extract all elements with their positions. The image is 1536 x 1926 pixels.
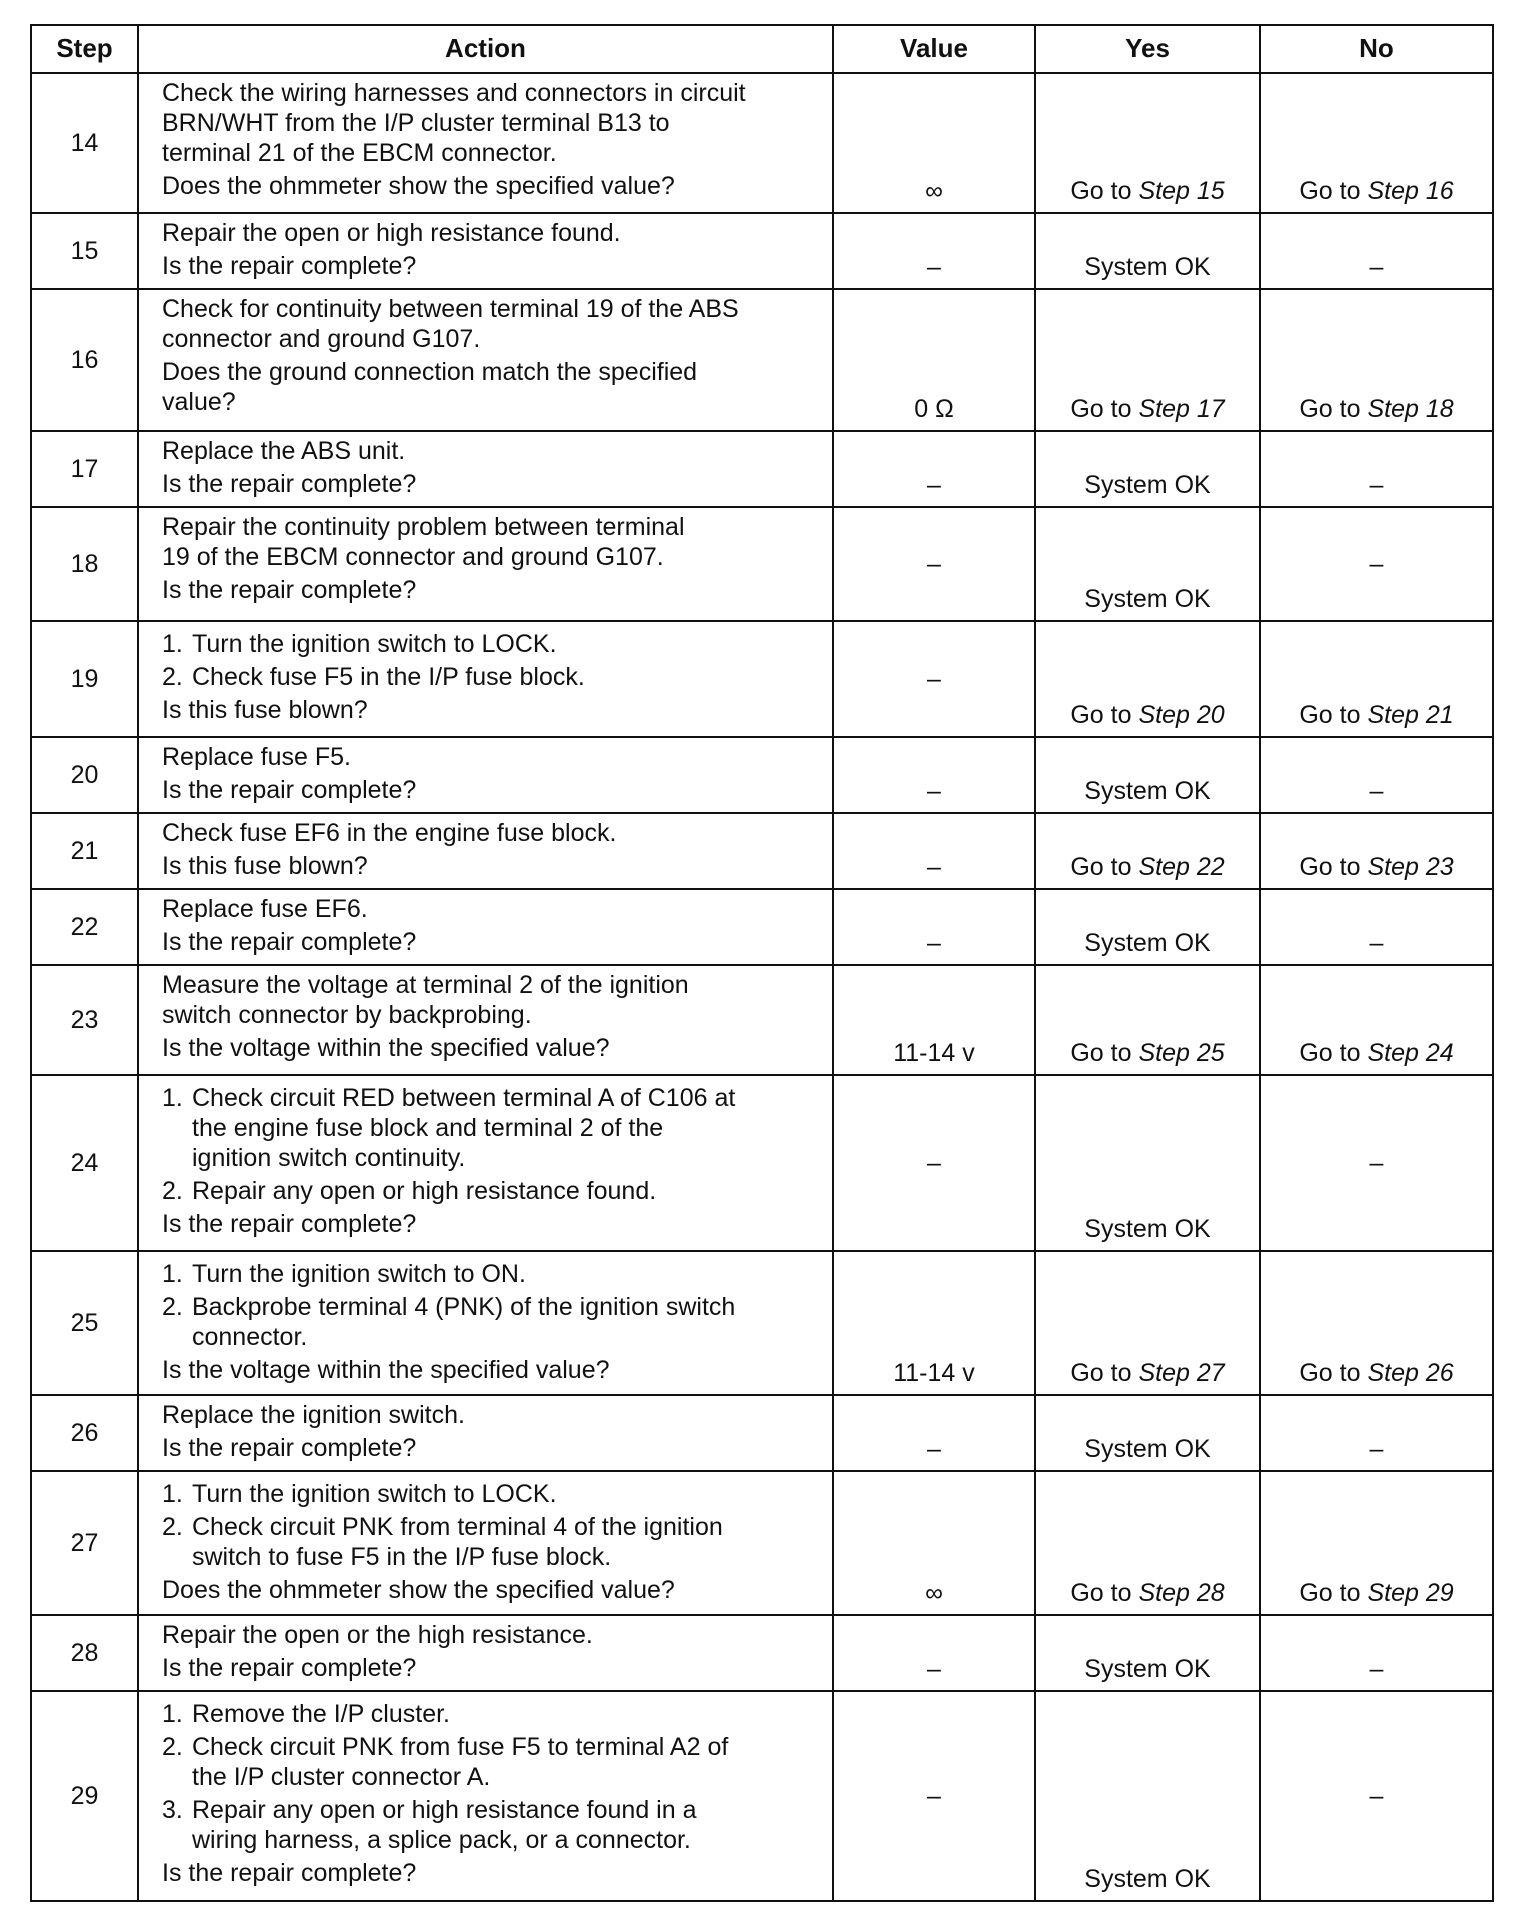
action-list-item bbox=[162, 1259, 822, 1289]
value-cell: 0 Ω bbox=[833, 289, 1035, 431]
list-text bbox=[192, 1732, 822, 1792]
action-list-item bbox=[162, 1699, 822, 1729]
yes-cell bbox=[1035, 965, 1260, 1075]
value-cell: – bbox=[833, 889, 1035, 965]
action-list-item bbox=[162, 1795, 822, 1855]
list-text-line: Check circuit PNK from fuse F5 to terminal A2 of bbox=[192, 1733, 729, 1761]
action-list-item bbox=[162, 1083, 822, 1173]
action-list-item bbox=[162, 1512, 822, 1572]
action-line: Check the wiring harnesses and connectors in circuit bbox=[162, 79, 746, 107]
action-line: Replace the ABS unit. bbox=[162, 437, 406, 465]
header-value: Value bbox=[833, 25, 1035, 73]
no-cell bbox=[1260, 289, 1493, 431]
action-question: Does the ohmmeter show the specified value? bbox=[162, 1576, 675, 1604]
yes-prefix: Go to bbox=[1070, 177, 1132, 205]
list-text-line: ignition switch continuity. bbox=[192, 1144, 466, 1172]
no-cell bbox=[1260, 1471, 1493, 1615]
yes-text: System OK bbox=[1084, 471, 1211, 499]
no-text: – bbox=[1369, 1149, 1384, 1177]
no-prefix: Go to bbox=[1299, 177, 1361, 205]
no-cell bbox=[1260, 1251, 1493, 1395]
table-row bbox=[31, 431, 1493, 507]
yes-cell bbox=[1035, 813, 1260, 889]
list-text-line: Check fuse F5 in the I/P fuse block. bbox=[192, 663, 585, 691]
action-question: Is the repair complete? bbox=[162, 470, 417, 498]
action-question: Is the repair complete? bbox=[162, 928, 417, 956]
list-number: 1. bbox=[162, 1084, 183, 1112]
table-row bbox=[31, 1471, 1493, 1615]
value-cell: – bbox=[833, 213, 1035, 289]
step-number: 26 bbox=[31, 1395, 138, 1471]
yes-text: System OK bbox=[1084, 1435, 1211, 1463]
table-row bbox=[31, 1395, 1493, 1471]
action-question: Is this fuse blown? bbox=[162, 852, 368, 880]
yes-text: System OK bbox=[1084, 585, 1211, 613]
list-text-line: Turn the ignition switch to LOCK. bbox=[192, 630, 557, 658]
no-cell bbox=[1260, 507, 1493, 621]
yes-step-ref: Step 22 bbox=[1138, 853, 1225, 881]
table-row bbox=[31, 813, 1493, 889]
yes-step-ref: Step 15 bbox=[1138, 177, 1225, 205]
step-number: 17 bbox=[31, 431, 138, 507]
table-row bbox=[31, 889, 1493, 965]
no-text: – bbox=[1369, 1655, 1384, 1683]
diagnostic-table bbox=[30, 24, 1494, 1902]
step-number: 22 bbox=[31, 889, 138, 965]
action-line: Check for continuity between terminal 19 of the ABS bbox=[162, 295, 739, 323]
action-cell bbox=[138, 507, 833, 621]
list-text-line: Repair any open or high resistance found. bbox=[192, 1177, 657, 1205]
no-cell bbox=[1260, 965, 1493, 1075]
no-prefix: Go to bbox=[1299, 1039, 1361, 1067]
yes-cell bbox=[1035, 889, 1260, 965]
action-line: connector and ground G107. bbox=[162, 325, 481, 353]
no-step-ref: Step 29 bbox=[1367, 1579, 1454, 1607]
no-step-ref: Step 18 bbox=[1367, 395, 1454, 423]
header-step: Step bbox=[31, 25, 138, 73]
header-yes: Yes bbox=[1035, 25, 1260, 73]
table-body bbox=[31, 73, 1493, 1901]
no-prefix: Go to bbox=[1299, 1579, 1361, 1607]
action-question: Is this fuse blown? bbox=[162, 696, 368, 724]
action-line: switch connector by backprobing. bbox=[162, 1001, 532, 1029]
value-cell: – bbox=[833, 1615, 1035, 1691]
no-cell bbox=[1260, 889, 1493, 965]
question-line: Does the ground connection match the specified bbox=[162, 358, 698, 386]
action-cell bbox=[138, 431, 833, 507]
no-cell bbox=[1260, 737, 1493, 813]
list-number: 2. bbox=[162, 663, 183, 691]
action-cell bbox=[138, 1075, 833, 1251]
action-line: Repair the open or high resistance found. bbox=[162, 219, 621, 247]
yes-text: System OK bbox=[1084, 253, 1211, 281]
step-number: 21 bbox=[31, 813, 138, 889]
yes-text: System OK bbox=[1084, 1865, 1211, 1893]
list-text bbox=[192, 1479, 822, 1509]
yes-cell bbox=[1035, 213, 1260, 289]
list-text bbox=[192, 1259, 822, 1289]
list-number: 1. bbox=[162, 630, 183, 658]
step-number: 18 bbox=[31, 507, 138, 621]
action-question: Does the ohmmeter show the specified value? bbox=[162, 172, 675, 200]
yes-step-ref: Step 20 bbox=[1138, 701, 1225, 729]
action-cell bbox=[138, 213, 833, 289]
value-cell: ∞ bbox=[833, 73, 1035, 213]
table-row bbox=[31, 1075, 1493, 1251]
action-cell bbox=[138, 965, 833, 1075]
yes-prefix: Go to bbox=[1070, 853, 1132, 881]
step-number: 29 bbox=[31, 1691, 138, 1901]
no-text: – bbox=[1369, 1435, 1384, 1463]
step-number: 15 bbox=[31, 213, 138, 289]
no-text: – bbox=[1369, 471, 1384, 499]
list-number: 2. bbox=[162, 1293, 183, 1321]
list-text-line: the engine fuse block and terminal 2 of the bbox=[192, 1114, 664, 1142]
action-question bbox=[162, 357, 822, 417]
yes-step-ref: Step 28 bbox=[1138, 1579, 1225, 1607]
list-text-line: connector. bbox=[192, 1323, 308, 1351]
list-text-line: Backprobe terminal 4 (PNK) of the ignition switch bbox=[192, 1293, 736, 1321]
step-number: 14 bbox=[31, 73, 138, 213]
list-text-line: Remove the I/P cluster. bbox=[192, 1700, 450, 1728]
action-question: Is the repair complete? bbox=[162, 776, 417, 804]
no-cell bbox=[1260, 1691, 1493, 1901]
list-text-line: Repair any open or high resistance found in a bbox=[192, 1796, 697, 1824]
no-text: – bbox=[1369, 1782, 1384, 1810]
action-question: Is the voltage within the specified value? bbox=[162, 1356, 610, 1384]
table-row bbox=[31, 1251, 1493, 1395]
list-text bbox=[192, 1795, 822, 1855]
no-step-ref: Step 21 bbox=[1367, 701, 1454, 729]
step-number: 25 bbox=[31, 1251, 138, 1395]
yes-prefix: Go to bbox=[1070, 1039, 1132, 1067]
yes-text: System OK bbox=[1084, 777, 1211, 805]
no-prefix: Go to bbox=[1299, 853, 1361, 881]
action-cell bbox=[138, 737, 833, 813]
value-cell: – bbox=[833, 621, 1035, 737]
no-prefix: Go to bbox=[1299, 395, 1361, 423]
list-text-line: the I/P cluster connector A. bbox=[192, 1763, 491, 1791]
action-question: Is the voltage within the specified value? bbox=[162, 1034, 610, 1062]
table-row bbox=[31, 213, 1493, 289]
list-number: 2. bbox=[162, 1513, 183, 1541]
yes-prefix: Go to bbox=[1070, 1359, 1132, 1387]
action-line: Repair the open or the high resistance. bbox=[162, 1621, 593, 1649]
table-row bbox=[31, 1691, 1493, 1901]
list-text-line: switch to fuse F5 in the I/P fuse block. bbox=[192, 1543, 612, 1571]
action-line: Replace the ignition switch. bbox=[162, 1401, 465, 1429]
action-line: terminal 21 of the EBCM connector. bbox=[162, 139, 557, 167]
action-cell bbox=[138, 289, 833, 431]
yes-prefix: Go to bbox=[1070, 395, 1132, 423]
action-line: Check fuse EF6 in the engine fuse block. bbox=[162, 819, 617, 847]
action-line: Repair the continuity problem between terminal bbox=[162, 513, 685, 541]
action-list-item bbox=[162, 629, 822, 659]
value-cell: 11-14 v bbox=[833, 965, 1035, 1075]
step-number: 23 bbox=[31, 965, 138, 1075]
no-prefix: Go to bbox=[1299, 701, 1361, 729]
table-row bbox=[31, 1615, 1493, 1691]
yes-cell bbox=[1035, 431, 1260, 507]
value-cell: – bbox=[833, 1075, 1035, 1251]
list-number: 1. bbox=[162, 1700, 183, 1728]
action-question: Is the repair complete? bbox=[162, 576, 417, 604]
list-number: 3. bbox=[162, 1796, 183, 1824]
list-text bbox=[192, 662, 822, 692]
yes-cell bbox=[1035, 1615, 1260, 1691]
yes-step-ref: Step 25 bbox=[1138, 1039, 1225, 1067]
action-cell bbox=[138, 1251, 833, 1395]
no-cell bbox=[1260, 1395, 1493, 1471]
yes-prefix: Go to bbox=[1070, 1579, 1132, 1607]
list-text-line: Check circuit RED between terminal A of C106 at bbox=[192, 1084, 736, 1112]
step-number: 24 bbox=[31, 1075, 138, 1251]
yes-step-ref: Step 27 bbox=[1138, 1359, 1225, 1387]
yes-cell bbox=[1035, 1395, 1260, 1471]
yes-cell bbox=[1035, 507, 1260, 621]
yes-cell bbox=[1035, 1251, 1260, 1395]
list-text bbox=[192, 1176, 822, 1206]
no-prefix: Go to bbox=[1299, 1359, 1361, 1387]
action-question: Is the repair complete? bbox=[162, 252, 417, 280]
no-step-ref: Step 26 bbox=[1367, 1359, 1454, 1387]
action-cell bbox=[138, 889, 833, 965]
yes-cell bbox=[1035, 1691, 1260, 1901]
yes-cell bbox=[1035, 737, 1260, 813]
no-cell bbox=[1260, 1615, 1493, 1691]
list-text-line: Check circuit PNK from terminal 4 of the ignition bbox=[192, 1513, 723, 1541]
no-text: – bbox=[1369, 253, 1384, 281]
action-question: Is the repair complete? bbox=[162, 1654, 417, 1682]
no-step-ref: Step 24 bbox=[1367, 1039, 1454, 1067]
value-cell: – bbox=[833, 431, 1035, 507]
action-cell bbox=[138, 813, 833, 889]
action-cell bbox=[138, 1691, 833, 1901]
no-cell bbox=[1260, 1075, 1493, 1251]
list-text bbox=[192, 1083, 822, 1173]
no-cell bbox=[1260, 813, 1493, 889]
yes-cell bbox=[1035, 621, 1260, 737]
value-cell: – bbox=[833, 507, 1035, 621]
table-row bbox=[31, 289, 1493, 431]
table-row bbox=[31, 73, 1493, 213]
list-text-line: Turn the ignition switch to LOCK. bbox=[192, 1480, 557, 1508]
action-list-item bbox=[162, 662, 822, 692]
list-number: 1. bbox=[162, 1480, 183, 1508]
table-row bbox=[31, 621, 1493, 737]
yes-cell bbox=[1035, 289, 1260, 431]
action-list-item bbox=[162, 1292, 822, 1352]
action-cell bbox=[138, 1471, 833, 1615]
list-text bbox=[192, 1512, 822, 1572]
value-cell: – bbox=[833, 1395, 1035, 1471]
value-cell: – bbox=[833, 813, 1035, 889]
header-row bbox=[31, 25, 1493, 73]
list-text-line: wiring harness, a splice pack, or a connector. bbox=[192, 1826, 691, 1854]
table-row bbox=[31, 507, 1493, 621]
step-number: 19 bbox=[31, 621, 138, 737]
list-text-line: Turn the ignition switch to ON. bbox=[192, 1260, 526, 1288]
yes-step-ref: Step 17 bbox=[1138, 395, 1225, 423]
table-row bbox=[31, 737, 1493, 813]
action-cell bbox=[138, 73, 833, 213]
action-question: Is the repair complete? bbox=[162, 1859, 417, 1887]
header-action: Action bbox=[138, 25, 833, 73]
action-line: BRN/WHT from the I/P cluster terminal B13 to bbox=[162, 109, 670, 137]
list-text bbox=[192, 629, 822, 659]
yes-text: System OK bbox=[1084, 1655, 1211, 1683]
no-cell bbox=[1260, 431, 1493, 507]
action-question: Is the repair complete? bbox=[162, 1434, 417, 1462]
list-number: 1. bbox=[162, 1260, 183, 1288]
action-list-item bbox=[162, 1176, 822, 1206]
yes-cell bbox=[1035, 73, 1260, 213]
no-step-ref: Step 23 bbox=[1367, 853, 1454, 881]
value-cell: – bbox=[833, 1691, 1035, 1901]
step-number: 28 bbox=[31, 1615, 138, 1691]
table-row bbox=[31, 965, 1493, 1075]
action-cell bbox=[138, 1615, 833, 1691]
no-cell bbox=[1260, 621, 1493, 737]
value-cell: ∞ bbox=[833, 1471, 1035, 1615]
step-number: 27 bbox=[31, 1471, 138, 1615]
yes-prefix: Go to bbox=[1070, 701, 1132, 729]
list-number: 2. bbox=[162, 1733, 183, 1761]
value-cell: 11-14 v bbox=[833, 1251, 1035, 1395]
action-cell bbox=[138, 621, 833, 737]
no-cell bbox=[1260, 213, 1493, 289]
value-cell: – bbox=[833, 737, 1035, 813]
yes-cell bbox=[1035, 1471, 1260, 1615]
action-line: Measure the voltage at terminal 2 of the ignition bbox=[162, 971, 689, 999]
no-cell bbox=[1260, 73, 1493, 213]
list-text bbox=[192, 1699, 822, 1729]
yes-text: System OK bbox=[1084, 929, 1211, 957]
action-question: Is the repair complete? bbox=[162, 1210, 417, 1238]
question-line: value? bbox=[162, 388, 236, 416]
no-text: – bbox=[1369, 777, 1384, 805]
action-line: Replace fuse F5. bbox=[162, 743, 351, 771]
yes-cell bbox=[1035, 1075, 1260, 1251]
action-line: 19 of the EBCM connector and ground G107. bbox=[162, 543, 664, 571]
list-number: 2. bbox=[162, 1177, 183, 1205]
step-number: 16 bbox=[31, 289, 138, 431]
list-text bbox=[192, 1292, 822, 1352]
action-cell bbox=[138, 1395, 833, 1471]
header-no: No bbox=[1260, 25, 1493, 73]
no-step-ref: Step 16 bbox=[1367, 177, 1454, 205]
step-number: 20 bbox=[31, 737, 138, 813]
no-text: – bbox=[1369, 550, 1384, 578]
action-line: Replace fuse EF6. bbox=[162, 895, 368, 923]
no-text: – bbox=[1369, 929, 1384, 957]
action-list-item bbox=[162, 1479, 822, 1509]
action-list-item bbox=[162, 1732, 822, 1792]
yes-text: System OK bbox=[1084, 1215, 1211, 1243]
